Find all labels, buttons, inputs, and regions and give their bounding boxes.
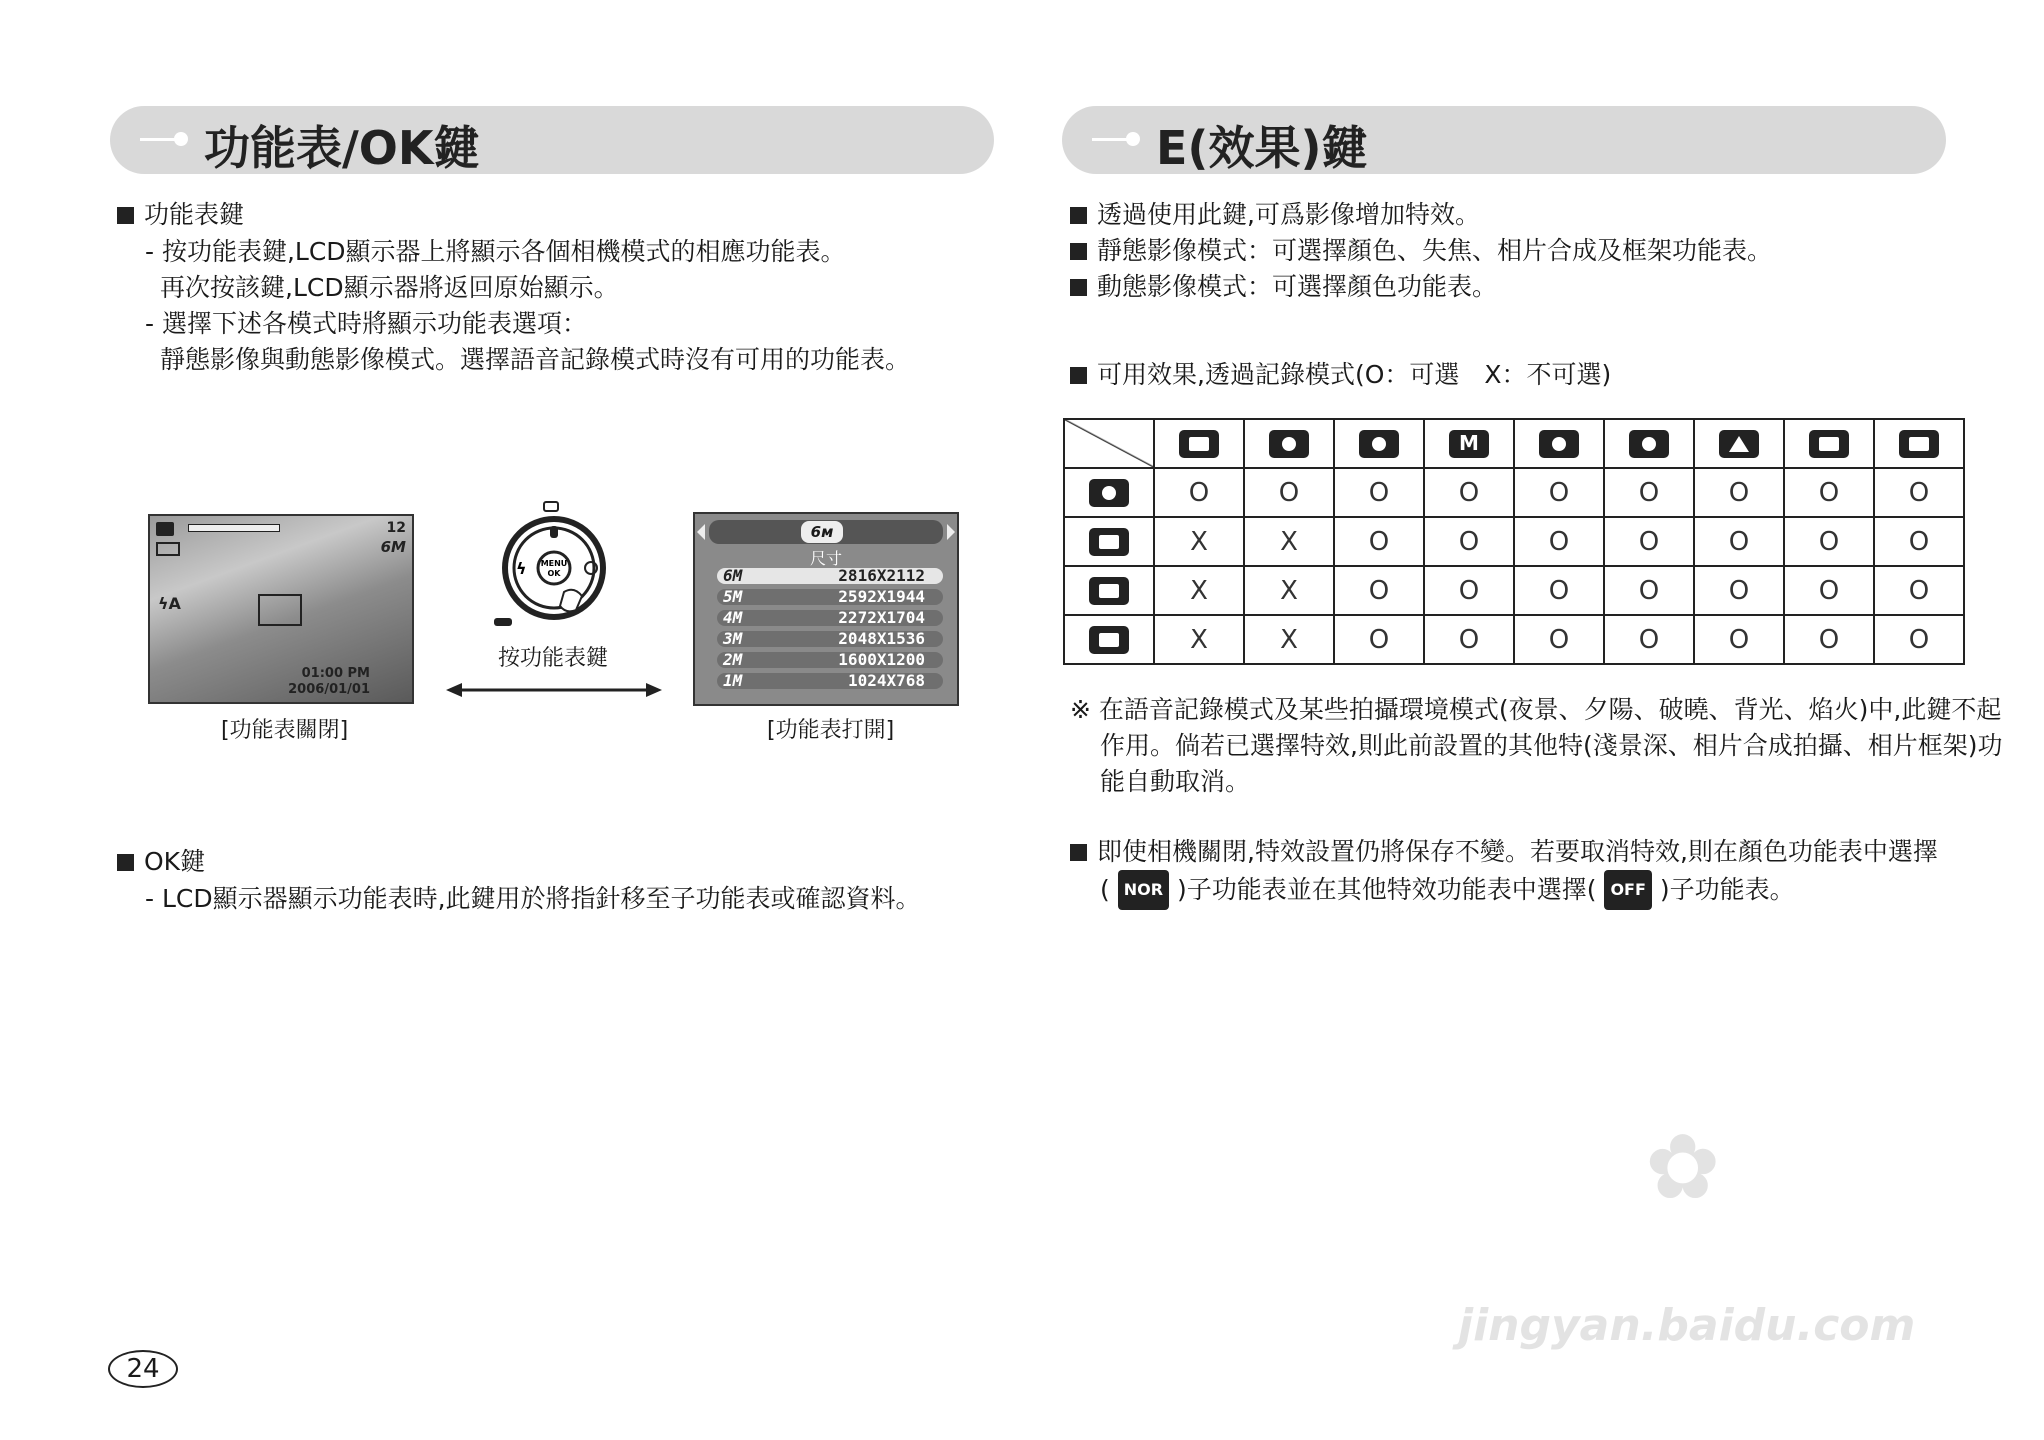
menu-size-row[interactable]: 3M 2048X1536 [717, 631, 943, 647]
menu-size-row[interactable]: 4M 2272X1704 [717, 610, 943, 626]
effects-availability-table [1063, 418, 1965, 665]
section-menu-key-head: 功能表鍵 [117, 197, 244, 233]
table-cell: O [1694, 468, 1784, 517]
table-cell: O [1424, 517, 1514, 566]
left-title-banner [110, 106, 994, 174]
corner-cell [1064, 419, 1154, 468]
page-number: 24 [108, 1350, 178, 1388]
table-cell: O [1694, 517, 1784, 566]
table-cell: O [1874, 468, 1964, 517]
backlight-mode-icon [1874, 419, 1964, 468]
flash-icon: ϟA [158, 594, 181, 613]
table-cell: O [1604, 566, 1694, 615]
auto-mode-icon [1244, 419, 1334, 468]
bullet-square-icon [117, 854, 134, 871]
table-cell: O [1784, 517, 1874, 566]
table-cell: O [1874, 615, 1964, 664]
focus-frame [258, 594, 302, 626]
section-line: - 選擇下述各模式時將顯示功能表選項： [145, 309, 587, 338]
movie-mode-icon [1154, 419, 1244, 468]
right-title-banner [1062, 106, 1946, 174]
table-caption: 可用效果,透過記錄模式(O：可選 X：不可選) [1070, 357, 1611, 393]
shots-remaining: 12 [386, 520, 406, 536]
table-cell: X [1154, 615, 1244, 664]
note-line: 能自動取消。 [1100, 767, 1251, 796]
table-cell: O [1514, 615, 1604, 664]
bullet-square-icon [1070, 243, 1087, 260]
note-line: ※ 在語音記錄模式及某些拍攝環境模式(夜景、夕陽、破曉、背光、焰火)中,此鍵不起 [1070, 695, 2002, 724]
lcd-menu-on-preview [693, 512, 959, 706]
bullet-square-icon [1070, 207, 1087, 224]
table-cell: O [1784, 615, 1874, 664]
table-cell: O [1514, 468, 1604, 517]
table-row [1064, 566, 1964, 615]
progress-bar [188, 524, 280, 532]
table-cell: O [1694, 566, 1784, 615]
section-line: 再次按該鍵,LCD顯示器將返回原始顯示。 [160, 273, 619, 302]
cancel-effect-line-2: ( NOR )子功能表並在其他特效功能表中選擇( OFF )子功能表。 [1100, 870, 1795, 910]
macro-button [550, 526, 558, 538]
bullet-square-icon [117, 207, 134, 224]
date-readout: 2006/01/01 [288, 682, 370, 697]
menu-size-row[interactable]: 2M 1600X1200 [717, 652, 943, 668]
table-cell: O [1874, 517, 1964, 566]
cancel-effect-line: 即使相機關閉,特效設置仍將保存不變。若要取消特效,則在顏色功能表中選擇 [1070, 834, 1938, 870]
table-cell: O [1334, 517, 1424, 566]
menu-tab-size-selected[interactable]: 6ᴍ [801, 521, 843, 543]
table-row [1064, 615, 1964, 664]
time-readout: 01:00 PM [301, 666, 370, 681]
table-cell: O [1604, 517, 1694, 566]
table-row [1064, 517, 1964, 566]
bullet-square-icon [1070, 367, 1087, 384]
table-cell: O [1694, 615, 1784, 664]
program-mode-icon [1334, 419, 1424, 468]
table-cell: O [1334, 468, 1424, 517]
table-cell: O [1784, 468, 1874, 517]
svg-text:MENU: MENU [540, 559, 568, 568]
table-cell: O [1604, 615, 1694, 664]
battery-icon [156, 542, 180, 556]
lcd-on-caption: [功能表打開] [767, 718, 895, 743]
scene-mode-icon [1784, 419, 1874, 468]
menu-left-arrow-icon[interactable] [697, 524, 705, 540]
table-cell: X [1154, 517, 1244, 566]
section-line: - LCD顯示器顯示功能表時,此鍵用於將指針移至子功能表或確認資料。 [145, 884, 921, 913]
play-pause-icon [494, 618, 512, 626]
table-cell: O [1334, 566, 1424, 615]
composite-effect-icon [1064, 566, 1154, 615]
table-cell: O [1784, 566, 1874, 615]
table-cell: O [1424, 615, 1514, 664]
table-header-row [1064, 419, 1964, 468]
svg-text:OK: OK [547, 569, 561, 578]
manual-mode-icon [1424, 419, 1514, 468]
portrait-mode-icon [1604, 419, 1694, 468]
left-page-title: 功能表/OK鍵 [204, 121, 480, 175]
paw-icon: ✿ [1645, 1115, 1723, 1220]
menu-right-arrow-icon[interactable] [947, 524, 955, 540]
menu-size-row[interactable]: 1M 1024X768 [717, 673, 943, 689]
lcd-menu-off-preview [148, 514, 414, 704]
section-ok-key-head: OK鍵 [117, 844, 205, 880]
section-line: - 按功能表鍵,LCD顯示器上將顯示各個相機模式的相應功能表。 [145, 237, 846, 266]
nor-badge-icon: NOR [1118, 870, 1169, 910]
table-cell: X [1244, 517, 1334, 566]
lcd-off-caption: [功能表關閉] [221, 718, 349, 743]
menu-size-row[interactable]: 5M 2592X1944 [717, 589, 943, 605]
effect-bullet: 動態影像模式：可選擇顏色功能表。 [1070, 269, 1497, 305]
highlight-effect-icon [1064, 517, 1154, 566]
effect-bullet: 透過使用此鍵,可爲影像增加特效。 [1070, 197, 1480, 233]
table-cell: O [1874, 566, 1964, 615]
right-page-title: E(效果)鍵 [1156, 121, 1368, 175]
bullet-square-icon [1070, 844, 1087, 861]
frame-effect-icon [1064, 615, 1154, 664]
table-cell: O [1154, 468, 1244, 517]
toggle-arrow [446, 680, 662, 700]
table-cell: O [1424, 468, 1514, 517]
camera-dpad [494, 500, 614, 630]
table-cell: X [1154, 566, 1244, 615]
table-cell: O [1514, 566, 1604, 615]
table-row [1064, 468, 1964, 517]
note-line: 作用。倘若已選擇特效,則此前設置的其他特(淺景深、相片合成拍攝、相片框架)功 [1100, 731, 2003, 760]
banner-line-icon [1092, 138, 1132, 141]
table-cell: X [1244, 566, 1334, 615]
off-badge-icon: OFF [1604, 870, 1651, 910]
image-size: 6M [380, 538, 406, 556]
menu-size-row[interactable]: 6M 2816X2112 [717, 568, 943, 584]
bullet-square-icon [1070, 279, 1087, 296]
watermark-url: jingyan.baidu.com [1458, 1300, 1916, 1351]
flash-icon: ϟ [516, 559, 527, 578]
color-effect-icon [1064, 468, 1154, 517]
menu-ok-button [538, 552, 570, 584]
table-cell: O [1334, 615, 1424, 664]
table-cell: O [1244, 468, 1334, 517]
table-cell: O [1514, 517, 1604, 566]
table-cell: O [1424, 566, 1514, 615]
press-menu-caption: 按功能表鍵 [498, 646, 609, 671]
section-line: 靜態影像與動態影像模式。選擇語音記錄模式時沒有可用的功能表。 [160, 345, 911, 374]
effect-bullet: 靜態影像模式：可選擇顏色、失焦、相片合成及框架功能表。 [1070, 233, 1772, 269]
voice-memo-icon [544, 502, 558, 511]
menu-header: 尺寸 [809, 549, 842, 568]
table-cell: O [1604, 468, 1694, 517]
landscape-mode-icon [1694, 419, 1784, 468]
dis-mode-icon [1514, 419, 1604, 468]
table-cell: X [1244, 615, 1334, 664]
banner-line-icon [140, 138, 180, 141]
mode-icon [156, 522, 174, 536]
